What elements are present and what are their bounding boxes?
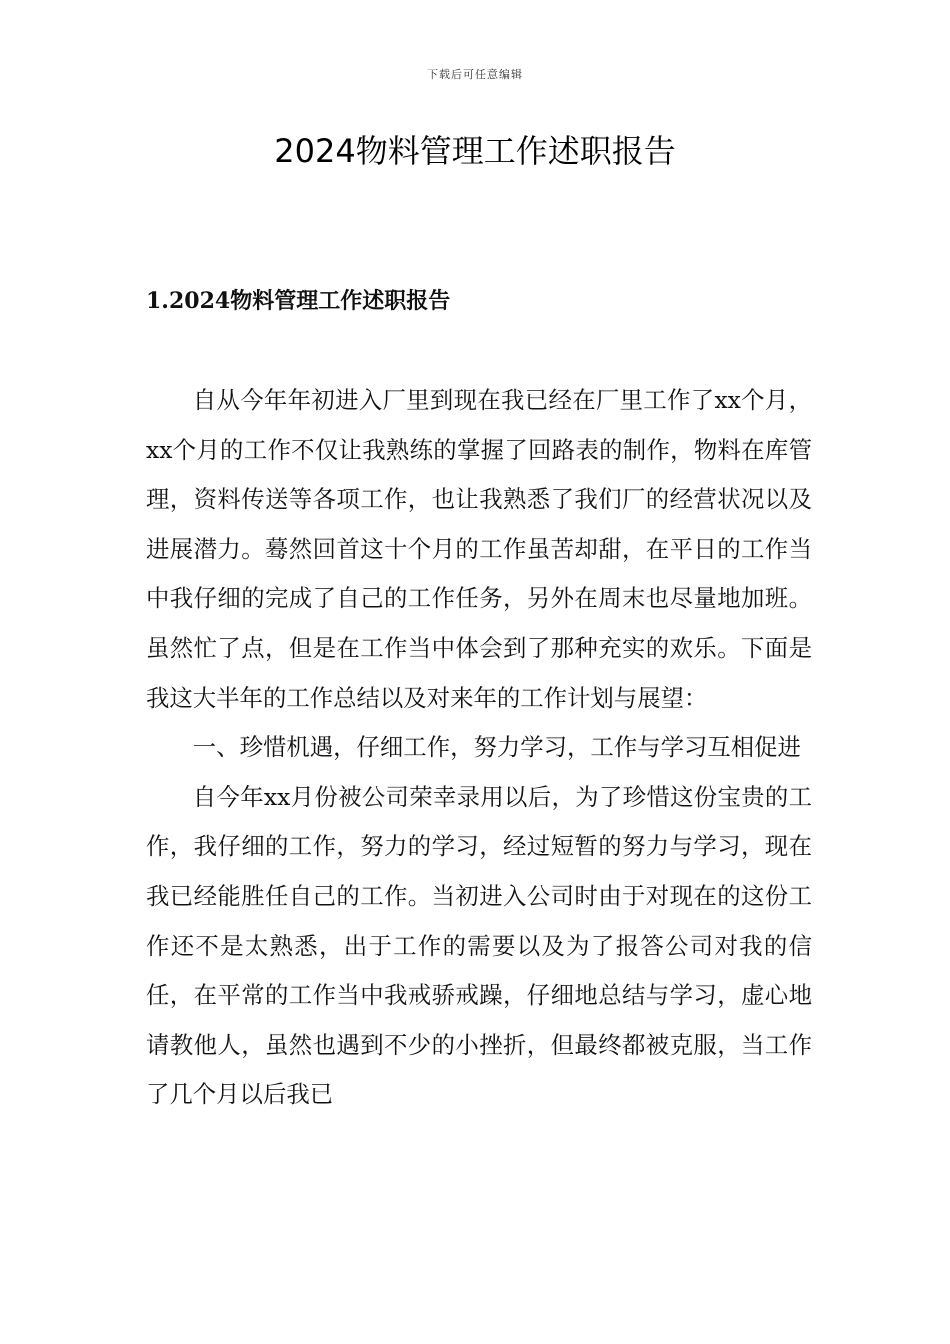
body-subheading: 一、珍惜机遇，仔细工作，努力学习，工作与学习互相促进 xyxy=(192,733,801,762)
body-paragraph: 自从今年年初进入厂里到现在我已经在厂里工作了xx个月，xx个月的工作不仅让我熟练的掌握了回路表的制作，物料在库管理，资料传送等各项工作，也让我熟悉了我们厂的经营状况以及进展潜力。蓦然回首这十个月的工作虽苦却甜，在平日的工作当中我仔细的完成了自己的工作任务，另外在周末也尽量地加班。虽然忙了点，但是在工作当中体会到了那种充实的欢乐。下面是我这大半年的工作总结以及对来年的工作计划与展望： xyxy=(146,386,812,712)
document-title: 2024物料管理工作述职报告 xyxy=(274,132,676,170)
document-body xyxy=(146,376,812,1120)
page-header-note: 下载后可任意编辑 xyxy=(427,68,523,81)
body-paragraph: 自今年xx月份被公司荣幸录用以后，为了珍惜这份宝贵的工作，我仔细的工作，努力的学习，经过短暂的努力与学习，现在我已经能胜任自己的工作。当初进入公司时由于对现在的这份工作还不是太熟悉，出于工作的需要以及为了报答公司对我的信任，在平常的工作当中我戒骄戒躁，仔细地总结与学习，虚心地请教他人，虽然也遇到不少的小挫折，但最终都被克服，当工作了几个月以后我已 xyxy=(146,782,812,1109)
section-heading: 1.2024物料管理工作述职报告 xyxy=(146,288,451,314)
